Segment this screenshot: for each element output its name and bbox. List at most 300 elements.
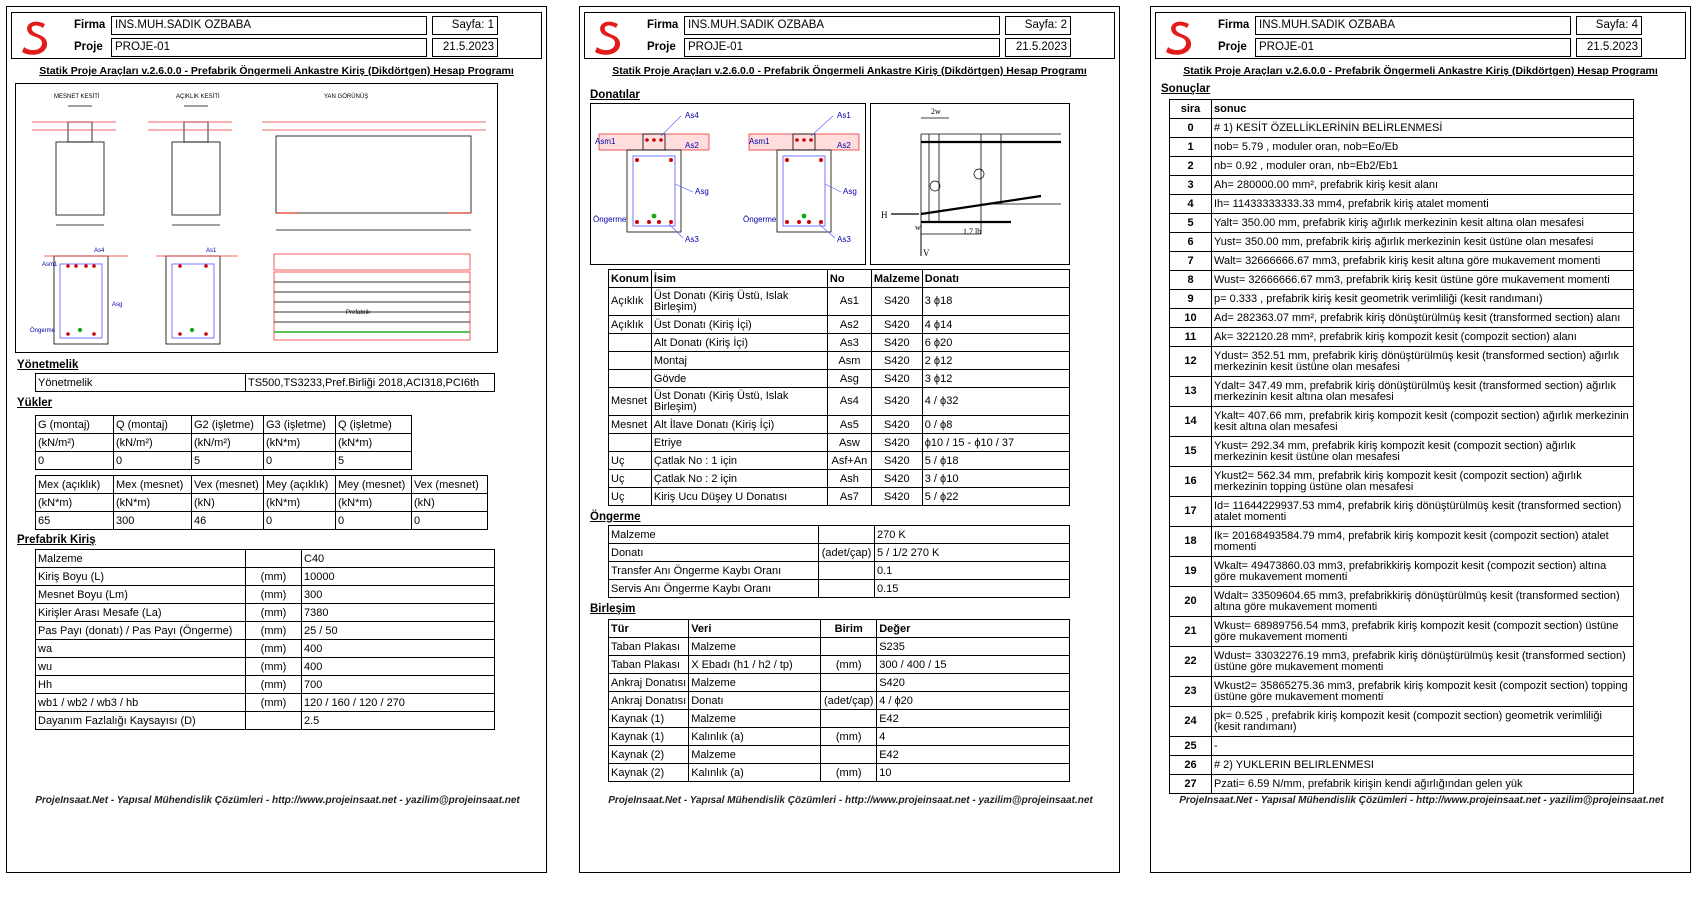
ongerme-value: 0.1 (875, 562, 1070, 580)
program-title: Statik Proje Araçları v.2.6.0.0 - Prefabrik Öngermeli Ankastre Kiriş (Dikdörtgen) Hesap Programı (1183, 65, 1658, 77)
sonuc-text: p= 0.333 , prefabrik kiriş kesit geometrik verimliliği (kesit randımanı) (1212, 290, 1634, 309)
birlesim-birim (821, 674, 877, 692)
sonuc-sira: 9 (1170, 290, 1212, 309)
birlesim-deger: E42 (877, 746, 1070, 764)
yuk-header: G (montaj) (36, 416, 114, 434)
sonuc-text: # 1) KESİT ÖZELLİKLERİNİN BELİRLENMESİ (1212, 119, 1634, 138)
sonuc-sira: 8 (1170, 271, 1212, 290)
donati-konum: Mesnet (609, 388, 652, 416)
kiris-row (36, 586, 495, 604)
yuk-header: Mey (mesnet) (336, 476, 412, 494)
kiris-row (36, 712, 495, 730)
birlesim-header: Veri (689, 620, 821, 638)
donati-no: Ash (827, 470, 871, 488)
donati-row (609, 452, 1070, 470)
ongerme-unit: (adet/çap) (819, 544, 875, 562)
side-view-label: YAN GÖRÜNÜŞ (324, 94, 369, 100)
birlesim-deger: S420 (877, 674, 1070, 692)
birlesim-birim: (mm) (821, 764, 877, 782)
yuk-header: Mex (mesnet) (114, 476, 192, 494)
yuk-value: 0 (114, 452, 192, 470)
sonuc-row (1170, 377, 1634, 407)
birlesim-deger: 4 / ϕ20 (877, 692, 1070, 710)
date-value: 21.5.2023 (432, 38, 498, 57)
beam-end-drawing (870, 103, 1070, 265)
sonuc-row (1170, 347, 1634, 377)
kiris-row (36, 568, 495, 586)
h-force-label: H (881, 210, 888, 220)
yuk-unit: (kN*m) (336, 494, 412, 512)
birlesim-row (609, 764, 1070, 782)
yuk-value: 46 (192, 512, 264, 530)
report-page-2 (579, 6, 1120, 873)
kiris-label: Malzeme (36, 550, 246, 568)
donati-konum (609, 352, 652, 370)
kiris-title: Prefabrik Kiriş (17, 534, 96, 546)
sonuc-sira: 1 (1170, 138, 1212, 157)
sonuc-text: Yust= 350.00 mm, prefabrik kiriş ağırlık merkezinin kesit üstüne olan mesafesi (1212, 233, 1634, 252)
kiris-label: Kiriş Boyu (L) (36, 568, 246, 586)
w-label: w (915, 223, 921, 232)
prefabrik-label: Prefabrik (346, 310, 371, 316)
birlesim-title: Birleşim (590, 603, 636, 615)
sonuc-row (1170, 647, 1634, 677)
donati-konum: Uç (609, 452, 652, 470)
sonuc-header: sonuc (1212, 100, 1634, 119)
sonuc-text: Ih= 11433333333.33 mm4, prefabrik kiriş atalet momenti (1212, 195, 1634, 214)
kiris-label: Dayanım Fazlalığı Kaysayısı (D) (36, 712, 246, 730)
donati-value: 0 / ϕ8 (922, 416, 1069, 434)
donati-isim: Alt İlave Donatı (Kiriş İçi) (651, 416, 827, 434)
donati-value: 6 ϕ20 (922, 334, 1069, 352)
birlesim-deger: E42 (877, 710, 1070, 728)
kiris-unit (246, 712, 302, 730)
proje-label: Proje (74, 41, 103, 53)
birlesim-row (609, 746, 1070, 764)
birlesim-tur: Kaynak (1) (609, 728, 689, 746)
ongerme-row (609, 580, 1070, 598)
yuk-value: 0 (412, 512, 488, 530)
donati-malzeme: S420 (871, 316, 922, 334)
kiris-value: 7380 (302, 604, 495, 622)
donati-malzeme: S420 (871, 470, 922, 488)
firma-label: Firma (74, 19, 106, 31)
sonuc-sira: 10 (1170, 309, 1212, 328)
page-header (11, 12, 542, 59)
ongerme-value: 270 K (875, 526, 1070, 544)
birlesim-header: Tür (609, 620, 689, 638)
donati-no: As3 (827, 334, 871, 352)
yuk-value: 0 (264, 512, 336, 530)
kiris-row (36, 550, 495, 568)
sonuc-text: Ik= 20168493584.79 mm4, prefabrik kiriş kompozit kesit (compozit section) atalet momenti (1212, 527, 1634, 557)
sonuc-text: Wkust2= 35865275.36 mm3, prefabrik kiriş kompozit kesit (compozit section) topping üstüne göre mukavement momenti (1212, 677, 1634, 707)
donati-header: Malzeme (871, 270, 922, 288)
program-title: Statik Proje Araçları v.2.6.0.0 - Prefabrik Öngermeli Ankastre Kiriş (Dikdörtgen) Hesap Programı (612, 65, 1087, 77)
kiris-label: Mesnet Boyu (Lm) (36, 586, 246, 604)
sonuc-sira: 16 (1170, 467, 1212, 497)
donati-row (609, 316, 1070, 334)
sonuc-row (1170, 119, 1634, 138)
yuk-value: 0 (264, 452, 336, 470)
as3-label: As3 (685, 235, 699, 244)
sonuc-row (1170, 157, 1634, 176)
two-w-label: 2w (931, 107, 941, 116)
donati-konum: Mesnet (609, 416, 652, 434)
donati-row (609, 416, 1070, 434)
sonuc-row (1170, 328, 1634, 347)
sonuc-text: pk= 0.525 , prefabrik kiriş kompozit kesit (compozit section) geometrik verimliliği (kesit randımanı) (1212, 707, 1634, 737)
donati-value: 3 ϕ18 (922, 288, 1069, 316)
rebar-section-drawing (590, 103, 866, 265)
sonuc-sira: 3 (1170, 176, 1212, 195)
kiris-unit: (mm) (246, 658, 302, 676)
ongerme-value: 0.15 (875, 580, 1070, 598)
yukler-title: Yükler (17, 397, 53, 409)
yuk-unit: (kN/m²) (36, 434, 114, 452)
donati-isim: Üst Donatı (Kiriş İçi) (651, 316, 827, 334)
sonuc-sira: 27 (1170, 775, 1212, 794)
donati-konum: Açıklık (609, 288, 652, 316)
date-value: 21.5.2023 (1576, 38, 1642, 57)
yuk-header: G2 (işletme) (192, 416, 264, 434)
donati-konum: Uç (609, 470, 652, 488)
yuk-unit: (kN*m) (336, 434, 412, 452)
donati-malzeme: S420 (871, 488, 922, 506)
sonuc-text: Ykust= 292.34 mm, prefabrik kiriş kompozit kesit (compozit section) ağırlık merkezinin kesit üstüne olan mesafesi (1212, 437, 1634, 467)
sonuc-row (1170, 527, 1634, 557)
proje-value: PROJE-01 (111, 38, 427, 57)
firma-label: Firma (1218, 19, 1250, 31)
yonetmelik-label: Yönetmelik (36, 374, 246, 392)
donati-no: As5 (827, 416, 871, 434)
sonuc-row (1170, 557, 1634, 587)
sonuc-row (1170, 407, 1634, 437)
program-title: Statik Proje Araçları v.2.6.0.0 - Prefabrik Öngermeli Ankastre Kiriş (Dikdörtgen) Hesap Programı (39, 65, 514, 77)
donati-value: 3 / ϕ10 (922, 470, 1069, 488)
sonuclar-title: Sonuçlar (1161, 83, 1211, 95)
sonuc-text: Ah= 280000.00 mm², prefabrik kiriş kesit alanı (1212, 176, 1634, 195)
yuk-unit: (kN*m) (36, 494, 114, 512)
sonuc-row (1170, 437, 1634, 467)
kiris-label: wb1 / wb2 / wb3 / hb (36, 694, 246, 712)
birlesim-row (609, 692, 1070, 710)
donati-konum (609, 434, 652, 452)
beam-end-svg (871, 104, 1071, 266)
sonuc-sira: 11 (1170, 328, 1212, 347)
birlesim-deger: 10 (877, 764, 1070, 782)
v-force-label: V (923, 248, 930, 258)
sonuc-text: Ydalt= 347.49 mm, prefabrik kiriş dönüştürülmüş kesit (transformed section) ağırlık merkezinin kesit altına olan mesafesi (1212, 377, 1634, 407)
firma-value: INS.MUH.SADIK OZBABA (111, 16, 427, 35)
firma-label: Firma (647, 19, 679, 31)
sonuc-sira: 13 (1170, 377, 1212, 407)
donati-row (609, 370, 1070, 388)
yonetmelik-table (35, 373, 495, 392)
donati-value: 4 ϕ14 (922, 316, 1069, 334)
yuk-header: G3 (işletme) (264, 416, 336, 434)
kiris-row (36, 658, 495, 676)
yuk-unit: (kN) (412, 494, 488, 512)
sonuc-sira: 12 (1170, 347, 1212, 377)
kiris-unit: (mm) (246, 676, 302, 694)
sonuc-text: nb= 0.92 , moduler oran, nb=Eb2/Eb1 (1212, 157, 1634, 176)
donati-row (609, 470, 1070, 488)
kiris-label: Hh (36, 676, 246, 694)
sonuc-text: Wkalt= 49473860.03 mm3, prefabrikkiriş kompozit kesit (compozit section) altına göre mukavement momenti (1212, 557, 1634, 587)
sonuc-text: Pzati= 6.59 N/mm, prefabrik kirişin kendi ağırlığından gelen yük (1212, 775, 1634, 794)
donati-isim: Alt Donatı (Kiriş İçi) (651, 334, 827, 352)
sonuc-sira: 22 (1170, 647, 1212, 677)
yuk-header: Mey (açıklık) (264, 476, 336, 494)
lb-label: 1.7 lb (963, 227, 982, 236)
donati-malzeme: S420 (871, 352, 922, 370)
donati-konum (609, 370, 652, 388)
yuk-unit: (kN) (192, 494, 264, 512)
kiris-value: 400 (302, 658, 495, 676)
page-header (1155, 12, 1686, 59)
footer: ProjeInsaat.Net - Yapısal Mühendislik Çözümleri - http://www.projeinsaat.net - yazilim@projeinsaat.net (608, 795, 1093, 806)
as3-label-2: As3 (837, 235, 851, 244)
donati-isim: Çatlak No : 2 için (651, 470, 827, 488)
page-header (584, 12, 1115, 59)
kiris-value: 10000 (302, 568, 495, 586)
as2-label: As2 (685, 141, 699, 150)
birlesim-row (609, 638, 1070, 656)
yuk-header: Q (montaj) (114, 416, 192, 434)
sonuc-text: nob= 5.79 , moduler oran, nob=Eo/Eb (1212, 138, 1634, 157)
sonuc-text: Walt= 32666666.67 mm3, prefabrik kiriş kesit altına göre mukavement momenti (1212, 252, 1634, 271)
birlesim-tur: Kaynak (1) (609, 710, 689, 728)
donati-value: 2 ϕ12 (922, 352, 1069, 370)
donati-no: As2 (827, 316, 871, 334)
yonetmelik-title: Yönetmelik (17, 359, 79, 371)
donati-malzeme: S420 (871, 388, 922, 416)
birlesim-tur: Kaynak (2) (609, 746, 689, 764)
donati-no: Asf+An (827, 452, 871, 470)
ongerme-label: Servis Anı Öngerme Kaybı Oranı (609, 580, 819, 598)
birlesim-tur: Taban Plakası (609, 656, 689, 674)
asm1-label-2: Asm1 (749, 137, 770, 146)
kiris-value: C40 (302, 550, 495, 568)
firma-value: INS.MUH.SADIK OZBABA (1255, 16, 1571, 35)
asm1-label: Asm1 (595, 137, 616, 146)
yuk-value: 0 (336, 512, 412, 530)
date-value: 21.5.2023 (1005, 38, 1071, 57)
kiris-value: 400 (302, 640, 495, 658)
ongerme-label-2: Öngerme (743, 215, 777, 224)
sonuc-sira: 17 (1170, 497, 1212, 527)
kiris-unit: (mm) (246, 622, 302, 640)
birlesim-tur: Taban Plakası (609, 638, 689, 656)
donati-value: 5 / ϕ22 (922, 488, 1069, 506)
yuk-value: 5 (192, 452, 264, 470)
donati-malzeme: S420 (871, 434, 922, 452)
kiris-label: wa (36, 640, 246, 658)
birlesim-row (609, 710, 1070, 728)
yuk-header: Q (işletme) (336, 416, 412, 434)
donati-isim: Montaj (651, 352, 827, 370)
logo-icon (589, 16, 627, 56)
ongerme-label: Donatı (609, 544, 819, 562)
donati-row (609, 388, 1070, 416)
birlesim-birim: (mm) (821, 728, 877, 746)
kiris-label: Pas Payı (donatı) / Pas Payı (Öngerme) (36, 622, 246, 640)
sonuc-sira: 0 (1170, 119, 1212, 138)
footer: ProjeInsaat.Net - Yapısal Mühendislik Çözümleri - http://www.projeinsaat.net - yazilim@projeinsaat.net (1179, 795, 1664, 806)
kiris-unit: (mm) (246, 568, 302, 586)
as1-label: As1 (837, 111, 851, 120)
yuk-value: 0 (36, 452, 114, 470)
birlesim-birim (821, 746, 877, 764)
birlesim-header: Değer (877, 620, 1070, 638)
ongerme-row (609, 562, 1070, 580)
donati-isim: Çatlak No : 1 için (651, 452, 827, 470)
beam-drawing (15, 83, 498, 353)
sonuc-header: sira (1170, 100, 1212, 119)
yuk-header: Vex (mesnet) (192, 476, 264, 494)
kiris-row (36, 694, 495, 712)
yuk-header: Vex (mesnet) (412, 476, 488, 494)
birlesim-veri: Donatı (689, 692, 821, 710)
donati-no: As1 (827, 288, 871, 316)
sonuc-row (1170, 617, 1634, 647)
birlesim-birim (821, 710, 877, 728)
page-number: Sayfa: 2 (1005, 16, 1071, 35)
donati-no: Asw (827, 434, 871, 452)
ongerme-value: 5 / 1/2 270 K (875, 544, 1070, 562)
birlesim-veri: Malzeme (689, 710, 821, 728)
yuk-value: 300 (114, 512, 192, 530)
birlesim-veri: X Ebadı (h1 / h2 / tp) (689, 656, 821, 674)
asg-label: Asg (695, 187, 709, 196)
sonuc-row (1170, 775, 1634, 794)
donati-no: As7 (827, 488, 871, 506)
proje-label: Proje (1218, 41, 1247, 53)
birlesim-veri: Malzeme (689, 746, 821, 764)
sonuc-row (1170, 467, 1634, 497)
sonuc-row (1170, 138, 1634, 157)
donati-no: As4 (827, 388, 871, 416)
birlesim-veri: Malzeme (689, 638, 821, 656)
sonuc-sira: 2 (1170, 157, 1212, 176)
donati-konum: Uç (609, 488, 652, 506)
sonuc-row (1170, 290, 1634, 309)
page-number: Sayfa: 1 (432, 16, 498, 35)
sonuc-text: - (1212, 737, 1634, 756)
donati-table (608, 269, 1070, 506)
sonuc-sira: 7 (1170, 252, 1212, 271)
sonuc-text: Ak= 322120.28 mm², prefabrik kiriş kompozit kesit (compozit section) alanı (1212, 328, 1634, 347)
sonuc-row (1170, 271, 1634, 290)
sonuc-sira: 15 (1170, 437, 1212, 467)
donati-header: Konum (609, 270, 652, 288)
ongerme-label: Öngerme (30, 328, 56, 334)
asg-label-2: Asg (843, 187, 857, 196)
kiris-row (36, 676, 495, 694)
sonuclar-table (1169, 99, 1634, 794)
ongerme-table (608, 525, 1070, 598)
firma-value: INS.MUH.SADIK OZBABA (684, 16, 1000, 35)
sonuc-sira: 26 (1170, 756, 1212, 775)
ongerme-unit (819, 562, 875, 580)
birlesim-tur: Kaynak (2) (609, 764, 689, 782)
yukler-table-2 (35, 475, 488, 530)
kiris-table (35, 549, 495, 730)
yukler-table-1 (35, 415, 412, 470)
sonuc-text: # 2) YUKLERIN BELIRLENMESI (1212, 756, 1634, 775)
donati-isim: Etriye (651, 434, 827, 452)
donati-row (609, 434, 1070, 452)
donati-malzeme: S420 (871, 334, 922, 352)
rebar-section-svg (591, 104, 867, 266)
sonuc-text: Ykalt= 407.66 mm, prefabrik kiriş kompozit kesit (compozit section) ağırlık merkezinin kesit altına olan mesafesi (1212, 407, 1634, 437)
donati-isim: Gövde (651, 370, 827, 388)
kiris-label: wu (36, 658, 246, 676)
sonuc-row (1170, 497, 1634, 527)
ongerme-row (609, 526, 1070, 544)
sonuc-text: Wdalt= 33509604.65 mm3, prefabrikkiriş dönüştürülmüş kesit (transformed section) altına göre mukavement momenti (1212, 587, 1634, 617)
donati-konum: Açıklık (609, 316, 652, 334)
birlesim-row (609, 674, 1070, 692)
yuk-value: 5 (336, 452, 412, 470)
donati-konum (609, 334, 652, 352)
kiris-unit (246, 550, 302, 568)
birlesim-deger: 300 / 400 / 15 (877, 656, 1070, 674)
kiris-value: 700 (302, 676, 495, 694)
ongerme-unit (819, 580, 875, 598)
sonuc-row (1170, 587, 1634, 617)
donati-no: Asg (827, 370, 871, 388)
sonuc-text: Ykust2= 562.34 mm, prefabrik kiriş kompozit kesit (compozit section) ağırlık merkezinin topping üstüne olan mesafesi (1212, 467, 1634, 497)
birlesim-deger: S235 (877, 638, 1070, 656)
sonuc-sira: 24 (1170, 707, 1212, 737)
birlesim-tur: Ankraj Donatısı (609, 692, 689, 710)
donati-row (609, 288, 1070, 316)
donati-value: 4 / ϕ32 (922, 388, 1069, 416)
asg-label: Asg (112, 302, 123, 308)
sonuc-sira: 14 (1170, 407, 1212, 437)
donati-isim: Üst Donatı (Kiriş Üstü, Islak Birleşim) (651, 288, 827, 316)
sonuc-row (1170, 233, 1634, 252)
birlesim-birim (821, 638, 877, 656)
logo-icon (16, 16, 54, 56)
as4-label: As4 (94, 248, 105, 254)
kiris-unit: (mm) (246, 640, 302, 658)
report-page-1 (6, 6, 547, 873)
kiris-row (36, 604, 495, 622)
birlesim-birim: (mm) (821, 656, 877, 674)
yuk-unit: (kN/m²) (114, 434, 192, 452)
sonuc-sira: 4 (1170, 195, 1212, 214)
birlesim-row (609, 656, 1070, 674)
sonuc-row (1170, 677, 1634, 707)
birlesim-birim: (adet/çap) (821, 692, 877, 710)
sonuc-row (1170, 737, 1634, 756)
kiris-row (36, 640, 495, 658)
birlesim-tur: Ankraj Donatısı (609, 674, 689, 692)
sonuc-sira: 19 (1170, 557, 1212, 587)
sonuc-sira: 23 (1170, 677, 1212, 707)
donati-value: 5 / ϕ18 (922, 452, 1069, 470)
sonuc-text: Yalt= 350.00 mm, prefabrik kiriş ağırlık merkezinin kesit altına olan mesafesi (1212, 214, 1634, 233)
donati-malzeme: S420 (871, 370, 922, 388)
birlesim-header: Birim (821, 620, 877, 638)
kiris-unit: (mm) (246, 586, 302, 604)
yonetmelik-value: TS500,TS3233,Pref.Birliği 2018,ACI318,PCI6th (246, 374, 495, 392)
kiris-value: 120 / 160 / 120 / 270 (302, 694, 495, 712)
yuk-unit: (kN/m²) (192, 434, 264, 452)
